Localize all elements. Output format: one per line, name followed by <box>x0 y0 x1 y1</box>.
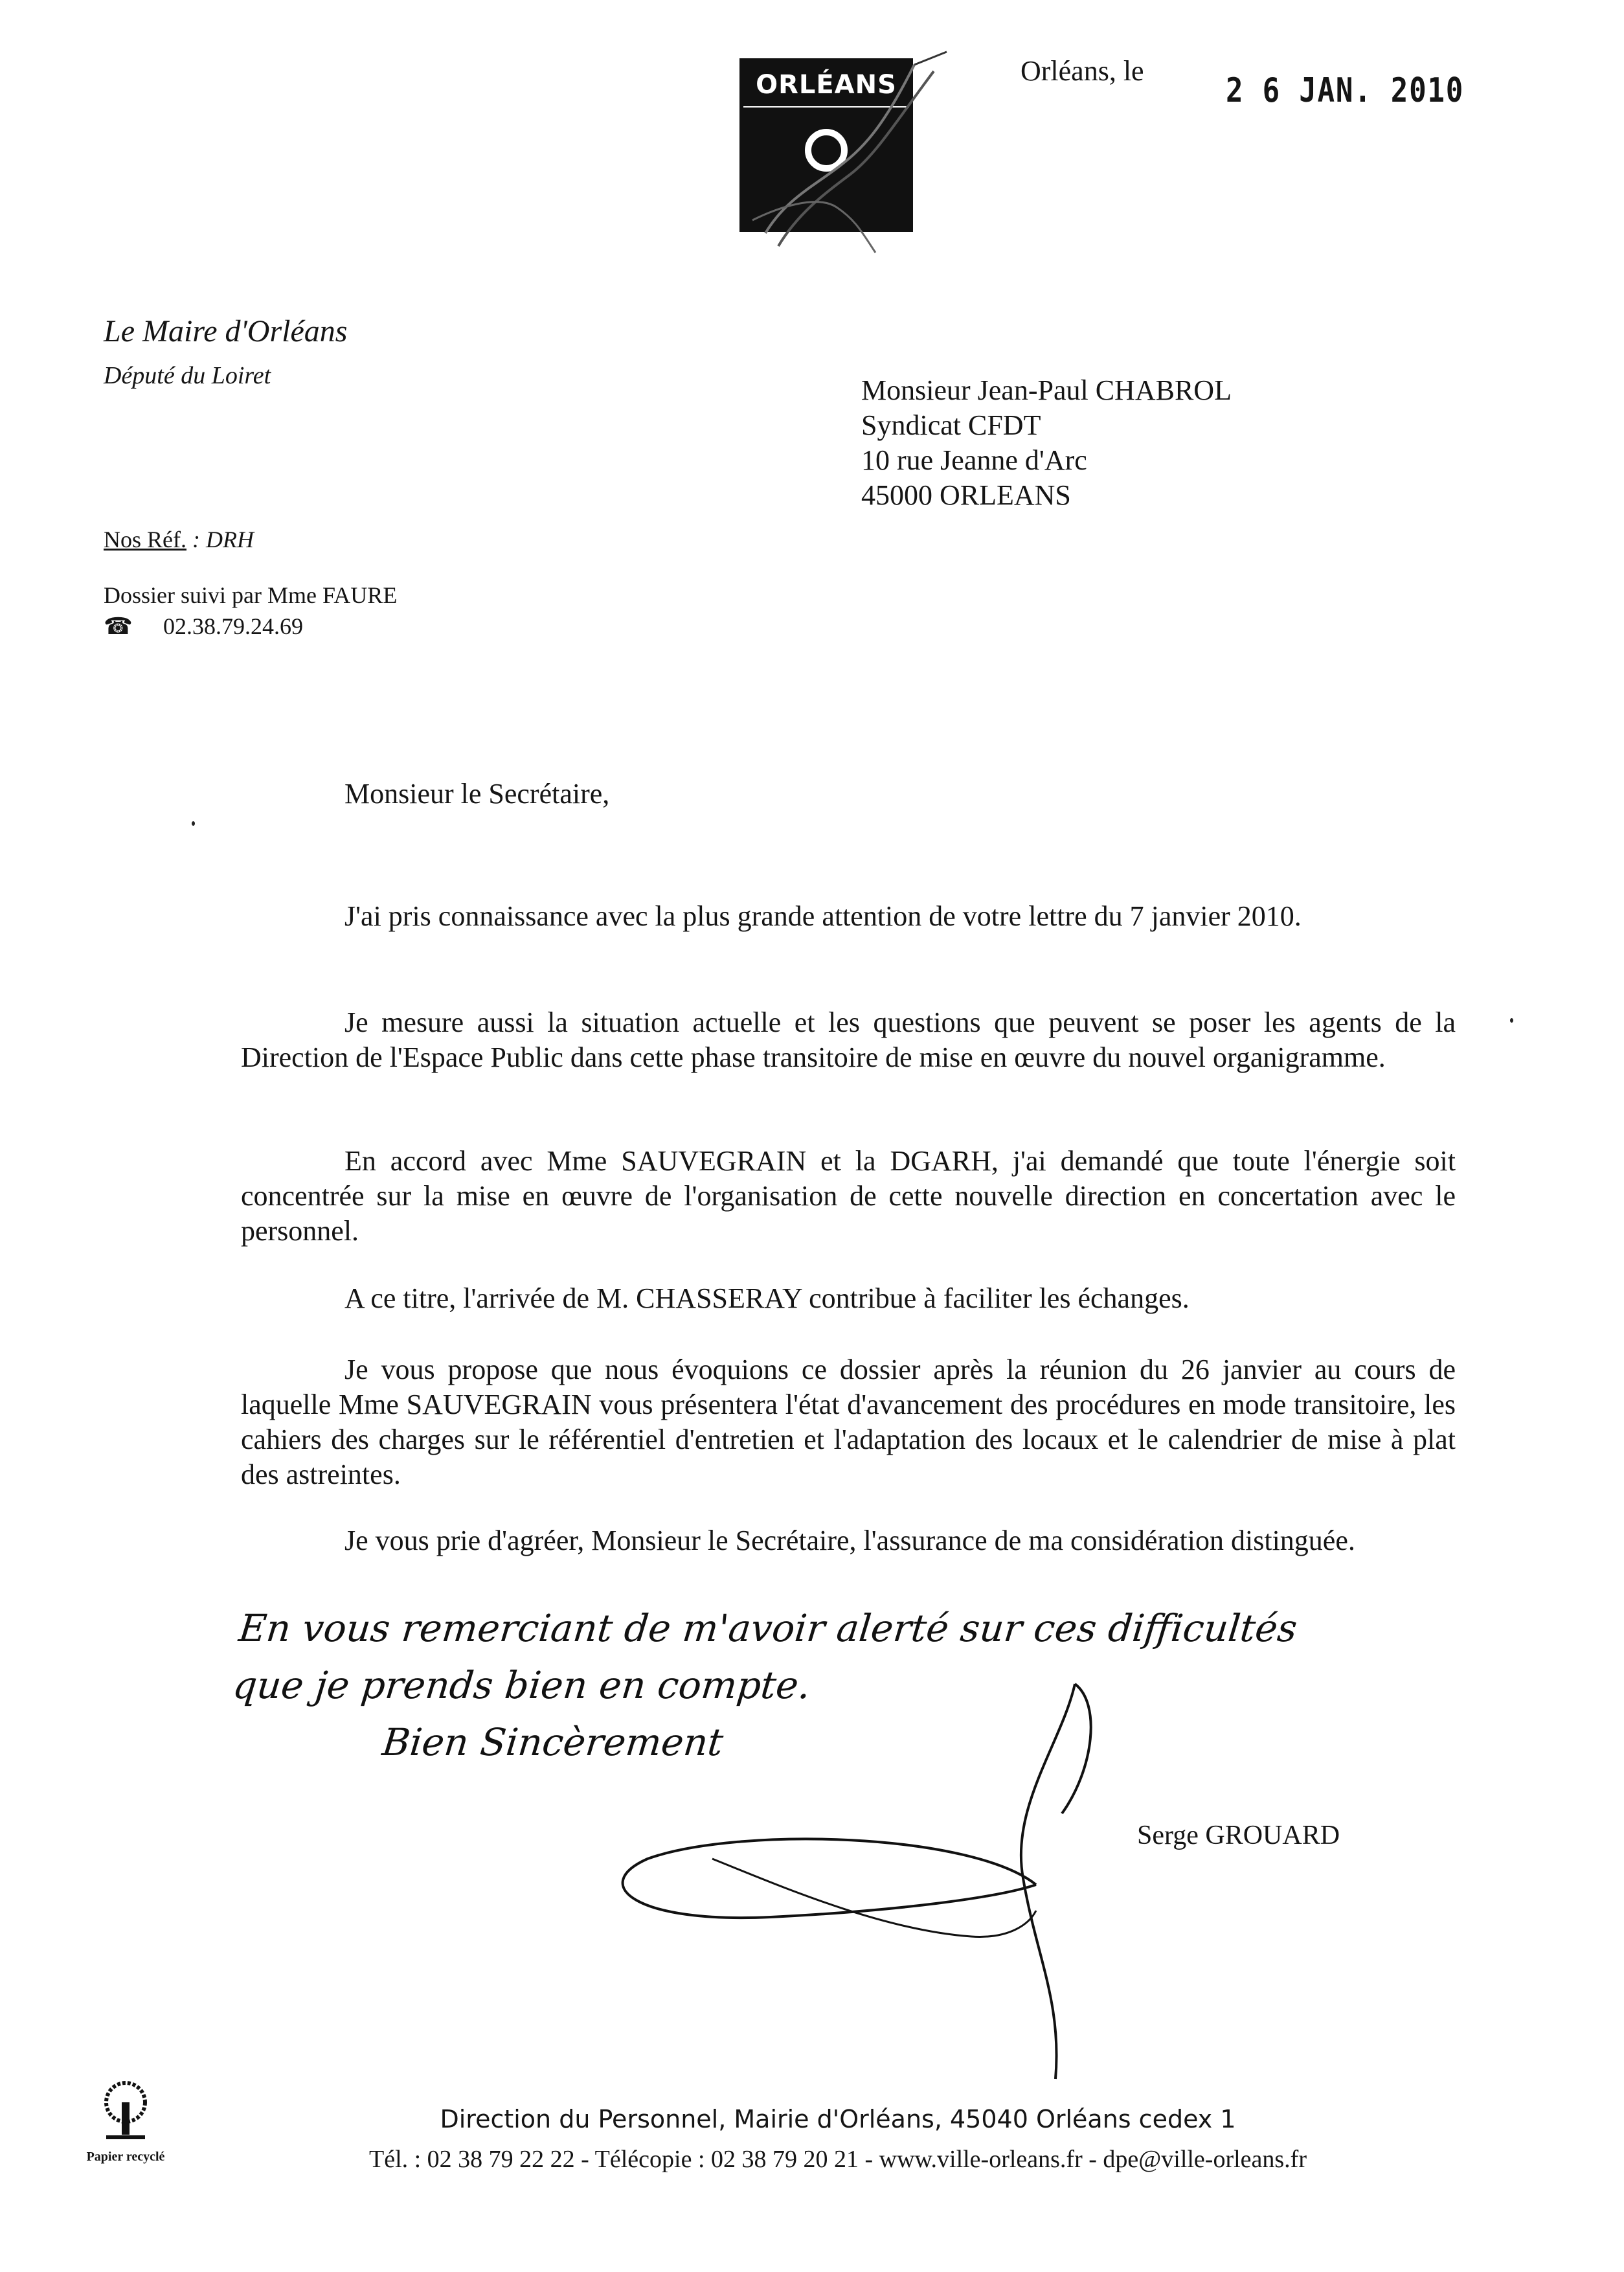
body-paragraph: Je vous propose que nous évoquions ce dossier après la réunion du 26 janvier au cours de laquelle Mme SAUVEGRAIN vous présentera l'état d'avancement des procédures en mode transitoire, les cahiers des charges sur le référentiel d'entretien et l'adaptation des locaux et le calendrier de mise à plat des astreintes. <box>241 1354 1456 1490</box>
followed-by-line: Dossier suivi par Mme FAURE <box>104 582 398 608</box>
scan-speck <box>192 821 195 826</box>
sender-subtitle: Député du Loiret <box>104 362 271 389</box>
reference-label: Nos Réf. <box>104 527 186 552</box>
logo-wordmark: ORLÉANS <box>756 70 897 100</box>
footer-contacts: Tél. : 02 38 79 22 22 - Télécopie : 02 38 79 20 21 - www.ville-orleans.fr - dpe@ville-orleans.fr <box>368 2146 1307 2173</box>
sender-title: Le Maire d'Orléans <box>104 314 348 348</box>
recipient-name: Monsieur Jean-Paul CHABROL <box>861 374 1232 406</box>
reference-value: : DRH <box>186 527 254 552</box>
recycled-paper-label: Papier recyclé <box>86 2150 165 2164</box>
salutation: Monsieur le Secrétaire, <box>344 778 610 810</box>
logo-emblem <box>739 58 913 232</box>
handwritten-line: En vous remerciant de m'avoir alerté sur ces difficultés <box>236 1606 1300 1650</box>
scan-speck <box>1510 1018 1513 1023</box>
phone-number: 02.38.79.24.69 <box>163 613 303 639</box>
signatory-name: Serge GROUARD <box>1137 1821 1340 1850</box>
handwritten-line: que je prends bien en compte. <box>231 1663 813 1707</box>
recipient-city: 45000 ORLEANS <box>861 479 1071 511</box>
phone-line <box>104 613 303 640</box>
body-paragraph: En accord avec Mme SAUVEGRAIN et la DGARH, j'ai demandé que toute l'énergie soit concentrée sur la mise en œuvre de l'organisation de cette nouvelle direction en concertation avec le personnel. <box>241 1145 1456 1247</box>
body-paragraph: Je mesure aussi la situation actuelle et les questions que peuvent se poser les agents de la Direction de l'Espace Public dans cette phase transitoire de mise en œuvre du nouvel organigramme. <box>241 1006 1456 1073</box>
recipient-street: 10 rue Jeanne d'Arc <box>861 444 1087 476</box>
recipient-organization: Syndicat CFDT <box>861 409 1041 441</box>
handwritten-signature <box>609 1664 1140 2085</box>
handwritten-line: Bien Sincèrement <box>380 1720 726 1764</box>
place-label: Orléans, le <box>1021 55 1144 87</box>
telephone-icon: ☎ <box>104 613 133 639</box>
body-paragraph: Je vous prie d'agréer, Monsieur le Secrétaire, l'assurance de ma considération distinguée. <box>344 1525 1355 1556</box>
orleans-logo <box>739 58 913 232</box>
reference-line <box>104 526 254 553</box>
body-paragraph: A ce titre, l'arrivée de M. CHASSERAY contribue à faciliter les échanges. <box>344 1282 1190 1314</box>
body-paragraph: J'ai pris connaissance avec la plus grande attention de votre lettre du 7 janvier 2010. <box>344 900 1302 932</box>
footer-address: Direction du Personnel, Mairie d'Orléans, 45040 Orléans cedex 1 <box>440 2105 1236 2133</box>
date-stamp: 2 6 JAN. 2010 <box>1226 71 1465 110</box>
